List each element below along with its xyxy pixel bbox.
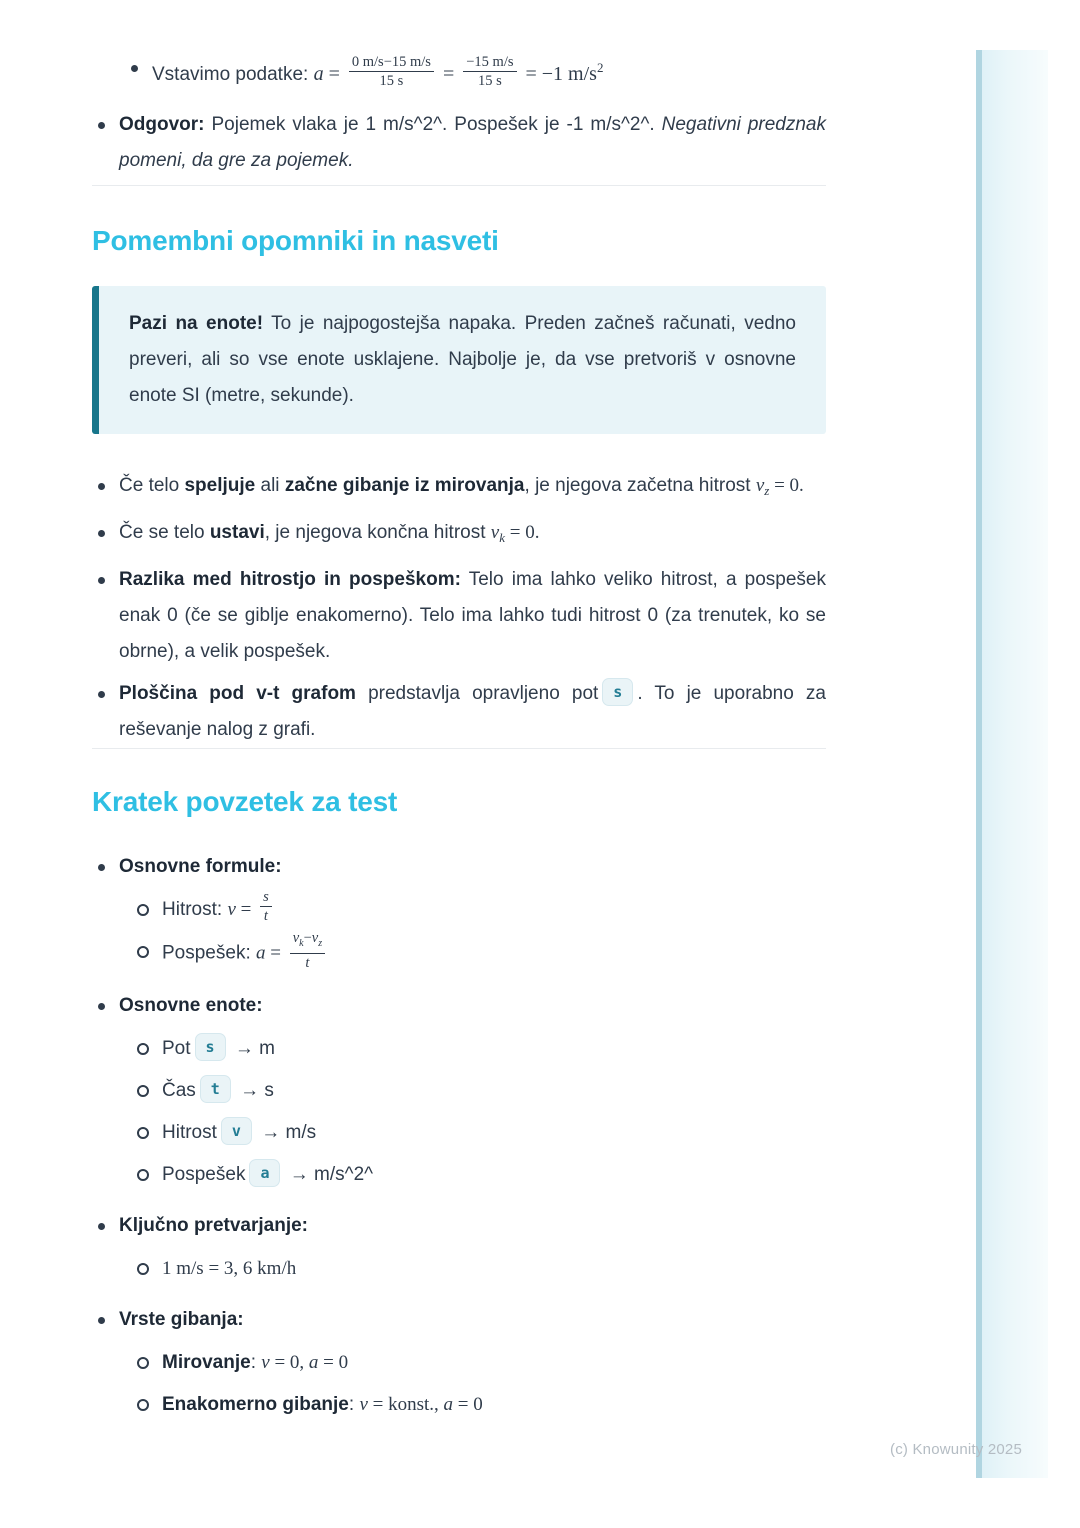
text-run: , je njegova končna hitrost [264,522,491,543]
math-var-a: a [443,1394,454,1415]
callout-lead: Pazi na enote! [129,313,264,334]
arrow-glyph: → [234,1080,265,1101]
math-var-v: v [490,522,500,543]
fraction-1-denominator: 15 s [379,73,404,90]
unit-text: m/s^2^ [314,1164,374,1185]
arrow-glyph: → [284,1164,315,1185]
circle-marker [137,1357,149,1369]
list-item-speed-vs-acceleration [92,562,826,670]
fraction-denominator: t [263,908,268,925]
equals-sign: = [235,899,257,920]
circle-marker [137,946,149,958]
fraction-denominator: t [305,955,310,971]
section-divider [92,748,826,749]
group-heading: Osnovne formule: [119,856,282,877]
circle-marker [137,1169,149,1181]
bullet-marker [98,122,105,129]
text-run: Pot [162,1038,191,1059]
reminders-list [92,468,826,748]
answer-label: Odgovor: [119,114,205,135]
unit-text: m/s [285,1122,317,1143]
math-subscript: k [499,530,505,545]
circle-marker [137,1399,149,1411]
text-run: Telo ima lahko veliko hitrost, a pospešek enak 0 (če se giblje enakomerno). Telo ima lahko tudi hitrost 0 (za trenutek, ko se obrne), a velik pospešek. [119,569,826,662]
math-var-v: v [359,1394,368,1415]
sub-item-uniform-motion [131,1386,826,1424]
inline-code-s: s [602,678,633,706]
inline-code-a: a [249,1159,280,1187]
text-run: Hitrost: [162,899,228,920]
math-var-v: v [311,930,319,946]
fraction-2-denominator: 15 s [477,73,502,90]
circle-marker [137,1127,149,1139]
page-edge-strip [976,50,1048,1478]
text-run: Če se telo [119,522,210,543]
answer-note: Negativni predznak pomeni, da gre za pojemek. [119,114,826,171]
math-run: = konst., [367,1394,444,1415]
bullet-marker [98,1223,105,1230]
equals-sign: = [520,63,542,85]
group-basic-units [92,988,826,1198]
inline-code-v: v [221,1117,252,1145]
math-run: = 0. [505,522,540,543]
intro-list [92,50,826,179]
bold-run: začne gibanje iz mirovanja [284,475,525,496]
text-run: : [348,1394,360,1415]
sub-item-unit-acceleration [131,1156,826,1194]
formula-result: −1 m/s [541,63,597,85]
minus-sign: − [303,930,312,946]
document-body [92,0,826,1438]
math-run: 1 m/s = 3, 6 km/h [162,1258,297,1279]
answer-text [119,107,826,179]
bold-run: Mirovanje [162,1352,251,1373]
text-run: Hitrost [162,1122,217,1143]
math-run: = 0. [769,475,804,496]
inline-code-s: s [195,1033,226,1061]
list-item-stops [92,515,826,556]
unit-text: s [264,1080,274,1101]
text-run: Če telo [119,475,185,496]
group-key-conversion [92,1208,826,1292]
fraction-2-numerator: −15 m/s [463,54,516,72]
callout-text [129,306,796,414]
formula-var-a: a [313,63,324,85]
bold-run: speljuje [184,475,256,496]
math-subscript: z [318,938,323,949]
bullet-marker [98,483,105,490]
group-heading: Vrste gibanja: [119,1309,244,1330]
bold-run: Razlika med hitrostjo in pospeškom: [119,569,461,590]
section-title-reminders: Pomembni opomniki in nasveti [92,225,499,256]
sub-item-unit-time [131,1072,826,1110]
math-run: = 0 [453,1394,483,1415]
arrow-glyph: → [229,1038,260,1059]
text-run: : [250,1352,262,1373]
sub-item-acceleration-formula [131,930,826,974]
text-run: Pospešek: [162,942,256,964]
group-basic-formulas [92,849,826,978]
math-var-v: v [292,930,300,946]
section-title-summary: Kratek povzetek za test [92,786,398,817]
math-run: = 0, [269,1352,309,1373]
sub-item-unit-speed [131,1114,826,1152]
warning-callout [92,286,826,434]
bullet-marker [98,577,105,584]
bold-run: ustavi [209,522,265,543]
bullet-marker [98,1003,105,1010]
fraction-numerator: s [260,889,272,907]
text-run: predstavlja opravljeno pot [355,683,599,704]
bullet-marker [98,1317,105,1324]
inline-code-t: t [200,1075,231,1103]
fraction-1 [349,54,434,89]
text-run: , je njegova začetna hitrost [524,475,756,496]
bullet-marker [131,65,138,72]
unit-text: m [259,1038,275,1059]
callout-body: To je najpogostejša napaka. Preden začneš računati, vedno preveri, ali so vse enote usklajene. Najbolje je, da vse pretvoriš v osnovne enote SI (metre, sekunde). [129,313,796,406]
group-heading: Osnovne enote: [119,995,263,1016]
fraction-speed [260,889,272,924]
sub-item-speed-formula [131,891,826,929]
fraction-1-numerator: 0 m/s−15 m/s [349,54,434,72]
math-var-v: v [261,1352,270,1373]
copyright-notice: (c) Knowunity 2025 [890,1441,1023,1458]
equals-sign: = [437,63,460,85]
list-item-answer [92,107,826,179]
list-item-start-from-rest [92,468,826,509]
fraction-2 [463,54,516,89]
text-run: Pospešek [162,1164,246,1185]
math-subscript: z [764,483,770,498]
sub-item-rest [131,1344,826,1382]
list-item-area-under-graph [92,676,826,748]
math-var-a: a [256,942,266,964]
fraction-numerator [290,930,325,954]
arrow-glyph: → [255,1122,286,1143]
sub-item-unit-path [131,1030,826,1068]
list-item-formula [125,50,826,93]
text-run: . To je uporabno za reševanje nalog z grafi. [119,683,826,740]
formula-result-exponent: 2 [596,60,604,75]
math-subscript: k [299,938,304,949]
bullet-marker [98,530,105,537]
math-run: = 0 [318,1352,349,1373]
equals-sign: = [323,63,345,85]
text-run: Čas [162,1080,196,1101]
fraction-acceleration [290,930,325,971]
circle-marker [137,1043,149,1055]
math-var-a: a [308,1352,319,1373]
bullet-marker [98,691,105,698]
text-run: ali [255,475,285,496]
circle-marker [137,1085,149,1097]
section-divider [92,185,826,186]
bold-run: Ploščina pod v-t grafom [119,683,356,704]
formula-prefix: Vstavimo podatke: [152,64,314,85]
sub-item-conversion [131,1250,826,1288]
circle-marker [137,904,149,916]
bullet-marker [98,864,105,871]
answer-body: Pojemek vlaka je 1 m/s^2^. Pospešek je -1 m/s^2^. [204,114,662,135]
equals-sign: = [265,942,286,964]
summary-list [92,849,826,1428]
math-var-v: v [755,475,765,496]
formula-line [152,50,826,93]
group-heading: Ključno pretvarjanje: [119,1215,308,1236]
circle-marker [137,1263,149,1275]
group-motion-types [92,1302,826,1428]
bold-run: Enakomerno gibanje [162,1394,349,1415]
math-var-v: v [227,899,236,920]
